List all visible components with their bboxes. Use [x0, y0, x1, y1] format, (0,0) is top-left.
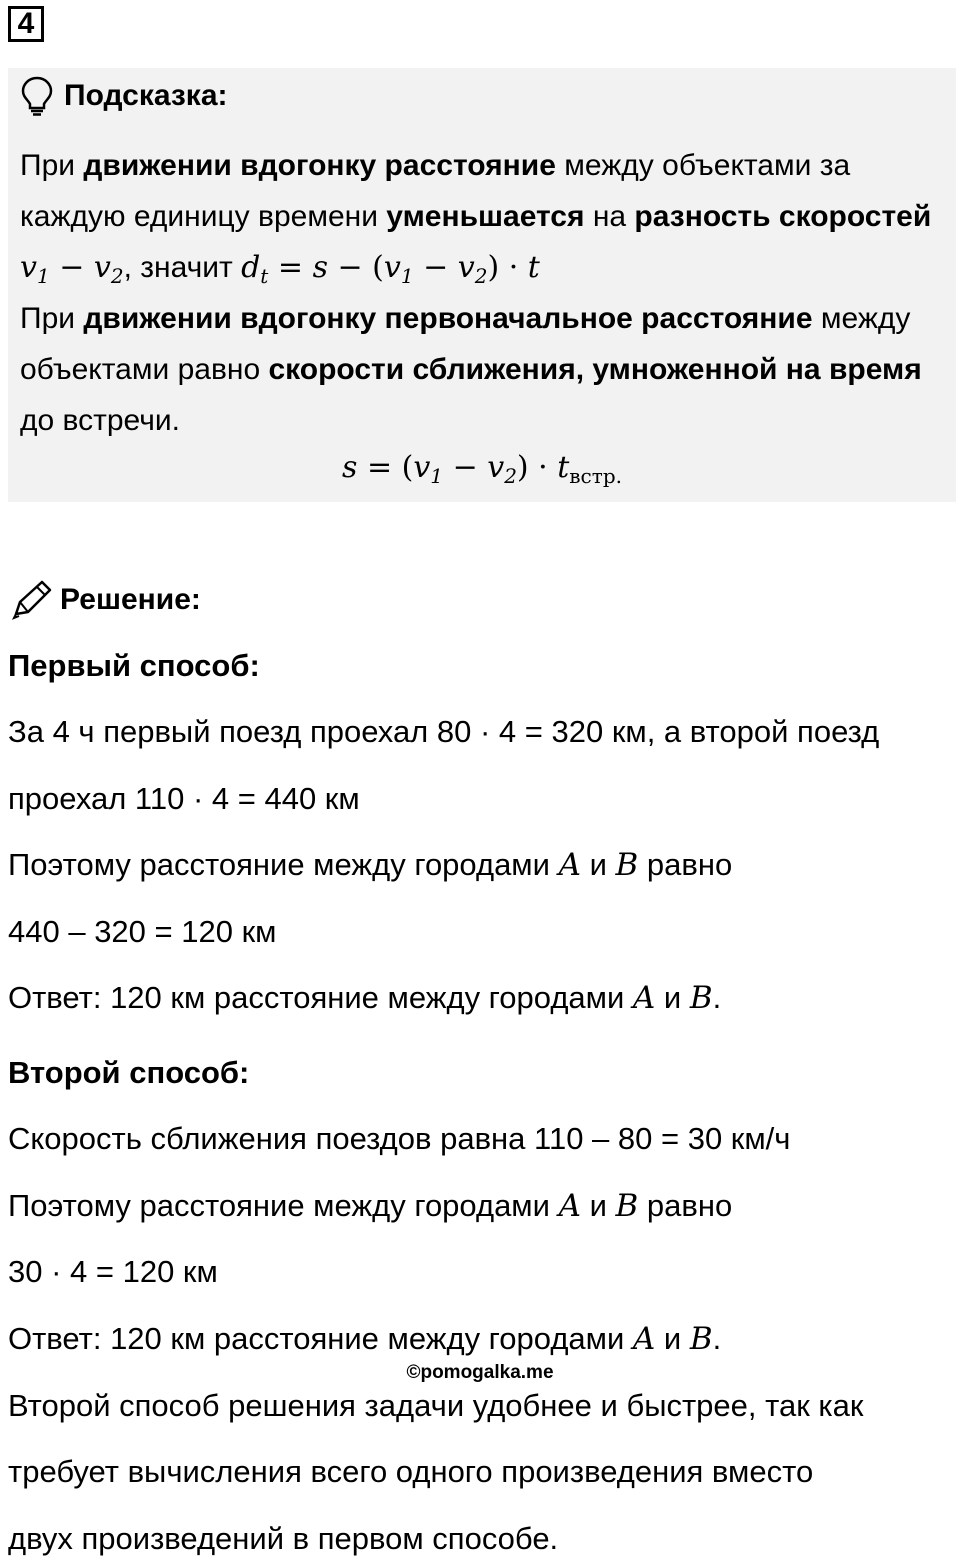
formula-speed-difference: $v_1 - v_2$	[20, 250, 124, 288]
watermark: ©pomogalka.me	[406, 1362, 554, 1383]
method2-answer: Ответ: 120 км расстояние между городами A и B.	[8, 1321, 722, 1357]
conclusion-line-1: Второй способ решения задачи удобнее и быстрее, так как	[8, 1388, 864, 1423]
formula-distance-at-time: $d_t = s - (v_1 - v_2) \cdot t$	[241, 250, 540, 288]
method2-title: Второй способ:	[8, 1055, 250, 1090]
method1-title: Первый способ:	[8, 648, 260, 683]
conclusion-line-2: требует вычисления всего одного произведения вместо	[8, 1454, 814, 1489]
method2-line-3: 30 · 4 = 120 км	[8, 1254, 218, 1289]
hint-title: Подсказка:	[64, 79, 228, 112]
problem-number: 4	[8, 6, 44, 42]
hint-text: При движении вдогонку расстояние между объектами за каждую единицу времени уменьшается на разность скоростей $v_1 - v_2$, значит $d_t = s - (v_1 - v_2) \cdot t$ При движении вдогонку первоначальное расстояние между объектами равно скорости сближения, умноженной на время до встречи.	[20, 149, 932, 437]
method1-line-4: 440 – 320 = 120 км	[8, 914, 277, 949]
formula-initial-distance: $s = (v_1 - v_2) \cdot t_{встр.}$	[342, 450, 622, 488]
lightbulb-icon	[20, 76, 54, 116]
method1-line-1: За 4 ч первый поезд проехал 80 · 4 = 320 км, а второй поезд	[8, 714, 880, 749]
hint-header	[20, 76, 228, 116]
method1-line-2: проехал 110 · 4 = 440 км	[8, 781, 360, 816]
solution-header	[10, 580, 201, 620]
method1-line-3: Поэтому расстояние между городами A и B равно	[8, 847, 733, 883]
method2-line-1: Скорость сближения поездов равна 110 – 80 = 30 км/ч	[8, 1121, 791, 1156]
method1-answer: Ответ: 120 км расстояние между городами A и B.	[8, 980, 722, 1016]
method2-line-2: Поэтому расстояние между городами A и B равно	[8, 1188, 733, 1224]
solution-title: Решение:	[60, 583, 201, 616]
conclusion-line-3: двух произведений в первом способе.	[8, 1521, 559, 1556]
pencil-icon	[10, 580, 54, 620]
